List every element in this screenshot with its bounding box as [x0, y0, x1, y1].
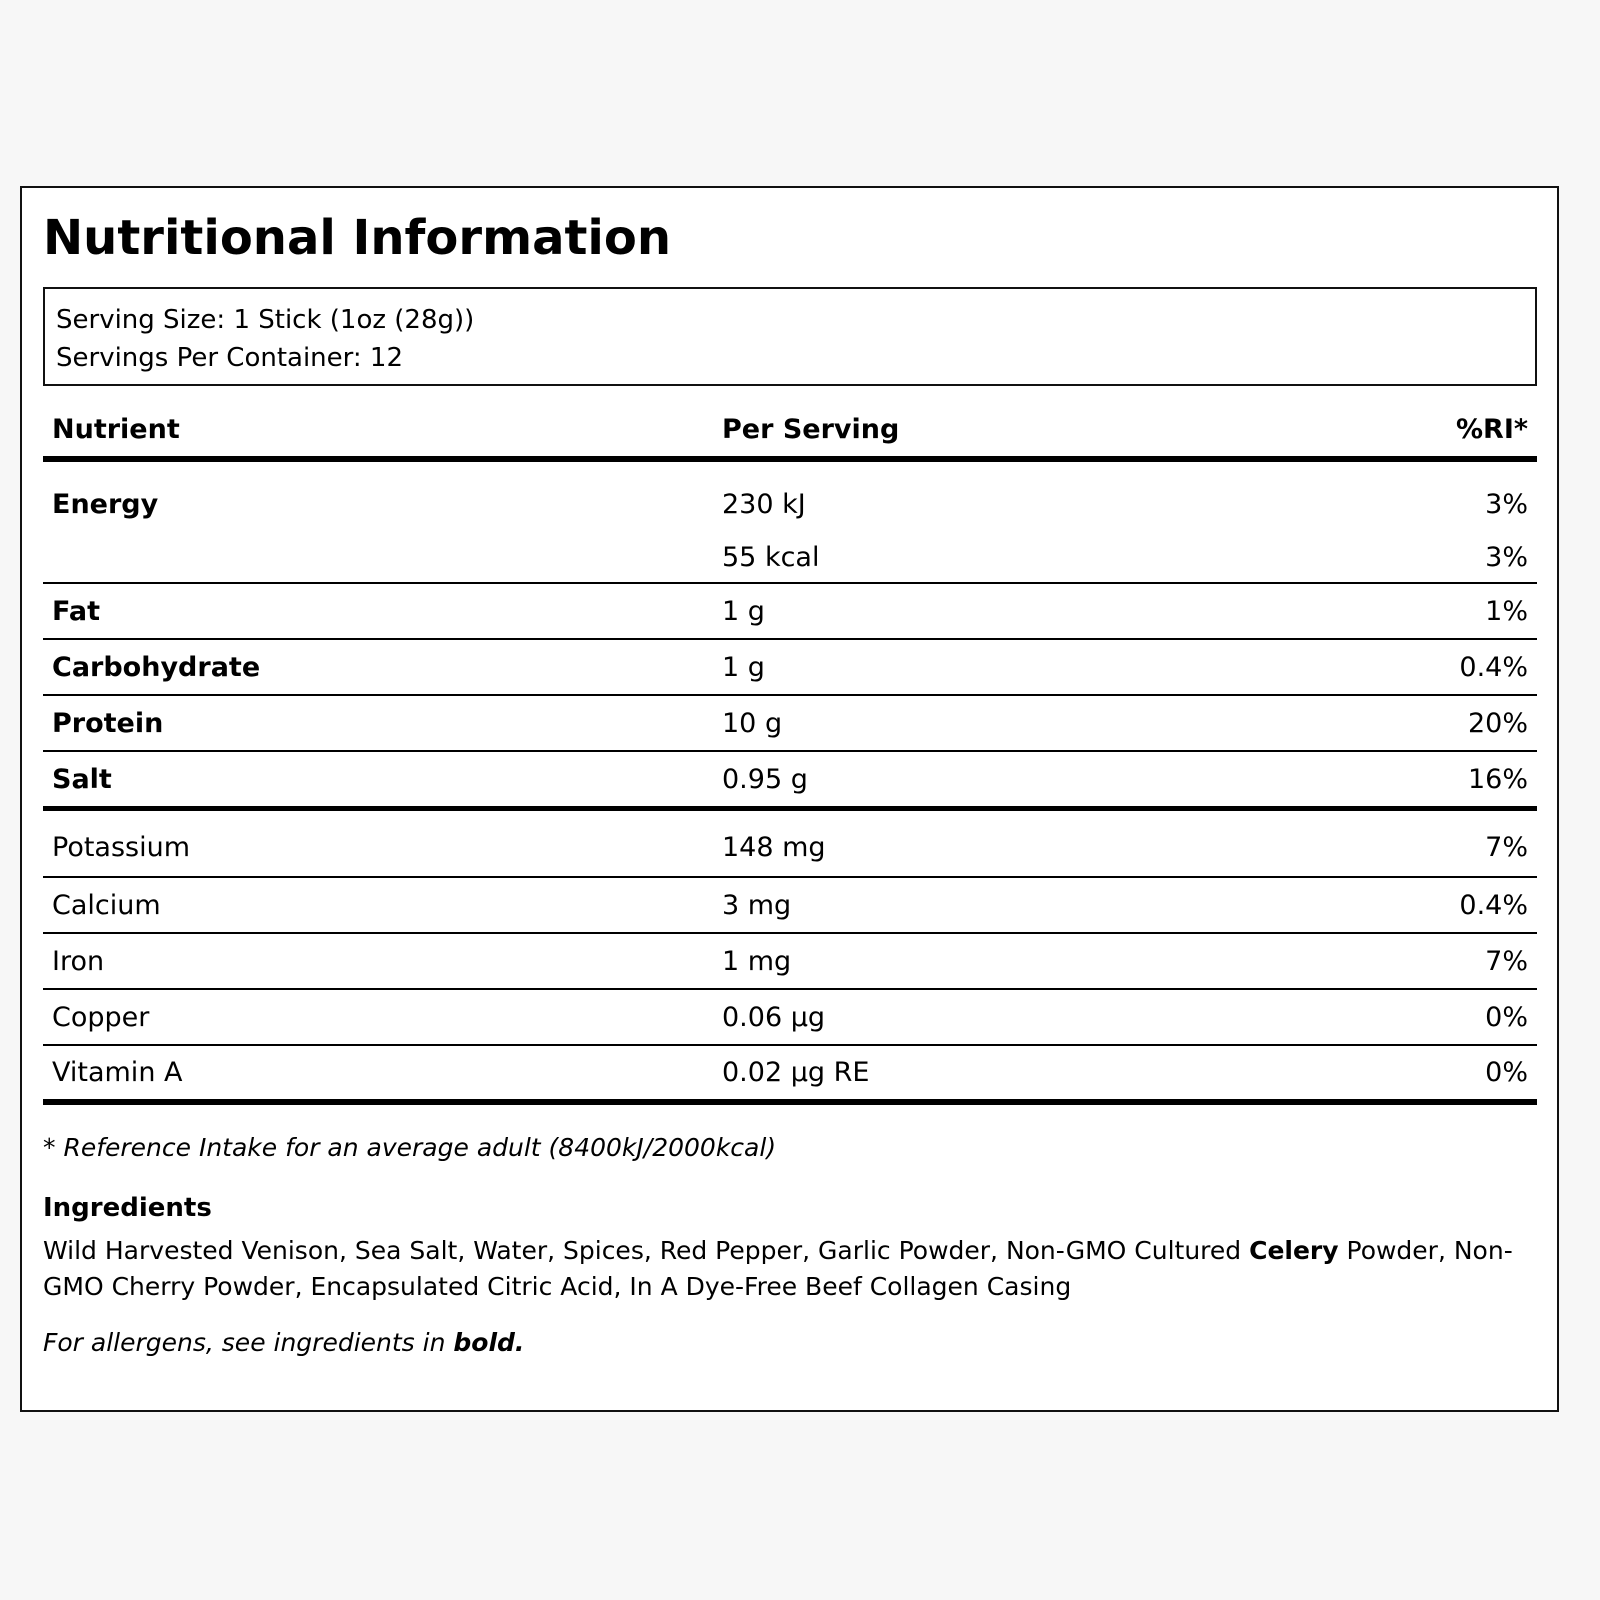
table-row [43, 752, 1537, 811]
serving-size: Serving Size: 1 Stick (1oz (28g)) [56, 305, 475, 335]
nutrient-ri: 7% [1485, 832, 1528, 863]
table-row [43, 811, 1537, 878]
header-per-serving: Per Serving [722, 413, 900, 445]
allergen-ingredient: Celery [1249, 1236, 1339, 1265]
nutrient-value: 0.02 µg RE [722, 1057, 870, 1088]
nutrient-value: 55 kcal [722, 541, 820, 573]
ingredients-part: Powder, Non-GMO Cherry Powder, Encapsulated Citric Acid, In A Dye-Free Beef Collagen Casing [43, 1236, 1513, 1301]
ingredients-part: Wild Harvested Venison, Sea Salt, Water, Spices, Red Pepper, Garlic Powder, Non-GMO Cultured [43, 1236, 1250, 1265]
ingredients-text [43, 1233, 1543, 1305]
table-row [43, 878, 1537, 934]
table-row [43, 640, 1537, 696]
nutrient-name: Salt [52, 763, 112, 795]
nutrient-value: 0.95 g [722, 763, 808, 795]
nutrient-name: Carbohydrate [52, 651, 261, 683]
nutrient-value: 1 g [722, 651, 765, 683]
table-row [43, 990, 1537, 1046]
table-row-energy-kcal [43, 532, 1537, 584]
nutrient-ri: 16% [1467, 763, 1528, 795]
nutrient-value: 10 g [722, 707, 783, 739]
nutrient-name: Vitamin A [52, 1057, 183, 1088]
page-title: Nutritional Information [43, 210, 672, 266]
serving-info-box [43, 287, 1537, 386]
nutrient-ri: 7% [1485, 945, 1528, 977]
servings-per-container: Servings Per Container: 12 [56, 343, 404, 373]
table-row [43, 1046, 1537, 1105]
table-row-energy-kj [43, 462, 1537, 532]
ri-footnote: * Reference Intake for an average adult (8400kJ/2000kcal) [43, 1133, 777, 1162]
table-row [43, 696, 1537, 752]
ingredients-title: Ingredients [43, 1193, 212, 1223]
nutrient-value: 230 kJ [722, 488, 806, 520]
table-header-row [43, 402, 1537, 462]
header-ri: %RI* [1455, 413, 1528, 445]
table-row [43, 934, 1537, 990]
nutrient-name: Iron [52, 945, 105, 977]
nutrient-name: Energy [52, 488, 159, 520]
nutrient-value: 1 mg [722, 945, 792, 977]
nutrient-ri: 0.4% [1459, 889, 1528, 921]
nutrient-ri: 20% [1467, 707, 1528, 739]
nutrient-value: 1 g [722, 595, 765, 627]
nutrient-value: 148 mg [722, 832, 826, 863]
nutrient-value: 0.06 µg [722, 1001, 826, 1033]
nutrient-name: Fat [52, 595, 100, 627]
header-nutrient: Nutrient [52, 413, 180, 445]
nutrient-ri: 3% [1485, 488, 1528, 520]
nutrient-ri: 0% [1485, 1057, 1528, 1088]
nutrient-ri: 0.4% [1459, 651, 1528, 683]
nutrient-name: Calcium [52, 889, 161, 921]
nutrient-name: Potassium [52, 832, 191, 863]
nutrition-table [43, 402, 1537, 1105]
allergen-note [43, 1328, 524, 1357]
allergen-note-bold: bold. [453, 1328, 525, 1357]
nutrient-ri: 1% [1485, 595, 1528, 627]
nutrition-label [20, 186, 1559, 1412]
nutrient-value: 3 mg [722, 889, 792, 921]
nutrient-name: Protein [52, 707, 164, 739]
nutrient-ri: 3% [1485, 541, 1528, 573]
nutrient-name: Copper [52, 1001, 150, 1033]
allergen-note-text: For allergens, see ingredients in [43, 1328, 454, 1357]
table-row [43, 584, 1537, 640]
nutrient-ri: 0% [1485, 1001, 1528, 1033]
